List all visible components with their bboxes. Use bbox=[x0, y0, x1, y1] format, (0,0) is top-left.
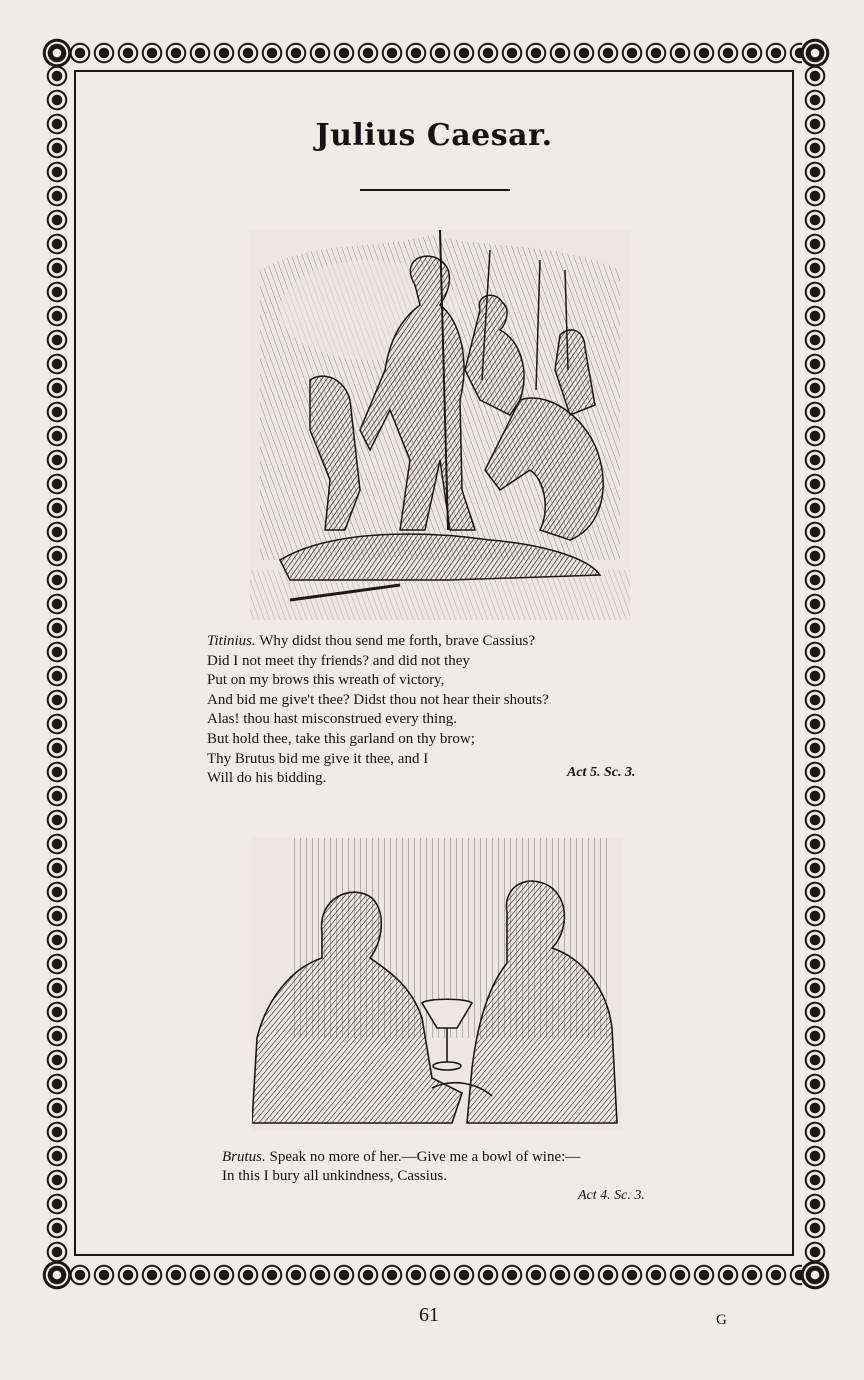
engraving-fallen-soldier-art bbox=[250, 230, 630, 620]
act-scene-reference: Act 5. Sc. 3. bbox=[567, 765, 636, 780]
caption-line bbox=[222, 1148, 682, 1167]
corner-rosette-icon bbox=[800, 38, 830, 68]
engraving-fallen-soldier bbox=[250, 230, 630, 620]
page-number: 61 bbox=[419, 1304, 439, 1326]
ornamental-border-bottom bbox=[44, 1262, 828, 1288]
corner-rosette-icon bbox=[42, 38, 72, 68]
caption-line: Did I not meet thy friends? and did not they bbox=[207, 652, 470, 669]
act-scene-reference: Act 4. Sc. 3. bbox=[578, 1188, 645, 1203]
engraving-brutus-cassius bbox=[252, 838, 622, 1130]
caption-line: But hold thee, take this garland on thy brow; bbox=[207, 730, 475, 747]
caption-line: In this I bury all unkindness, Cassius. bbox=[222, 1168, 447, 1184]
ornamental-border-right bbox=[802, 40, 828, 1288]
caption-line-text: Why didst thou send me forth, brave Cassius? bbox=[259, 633, 536, 649]
speaker-name: Brutus. bbox=[222, 1149, 266, 1165]
speaker-name: Titinius. bbox=[207, 633, 256, 649]
signature-mark: G bbox=[716, 1312, 727, 1328]
title-divider bbox=[360, 189, 510, 191]
caption-line bbox=[207, 632, 667, 652]
page-title: Julius Caesar. bbox=[315, 118, 553, 153]
corner-rosette-icon bbox=[42, 1260, 72, 1290]
caption-line: Put on my brows this wreath of victory, bbox=[207, 672, 445, 689]
caption-line: Alas! thou hast misconstrued every thing. bbox=[207, 711, 457, 728]
caption-line: Thy Brutus bid me give it thee, and I bbox=[207, 750, 429, 767]
bottom-caption bbox=[222, 1148, 682, 1186]
caption-line-text: Speak no more of her.—Give me a bowl of wine:— bbox=[269, 1149, 581, 1165]
caption-line: And bid me give't thee? Didst thou not hear their shouts? bbox=[207, 691, 549, 708]
ornamental-border-left bbox=[44, 40, 70, 1288]
caption-line: Will do his bidding. bbox=[207, 770, 327, 787]
ornamental-border-top bbox=[44, 40, 828, 66]
engraving-brutus-cassius-art bbox=[252, 838, 622, 1130]
corner-rosette-icon bbox=[800, 1260, 830, 1290]
